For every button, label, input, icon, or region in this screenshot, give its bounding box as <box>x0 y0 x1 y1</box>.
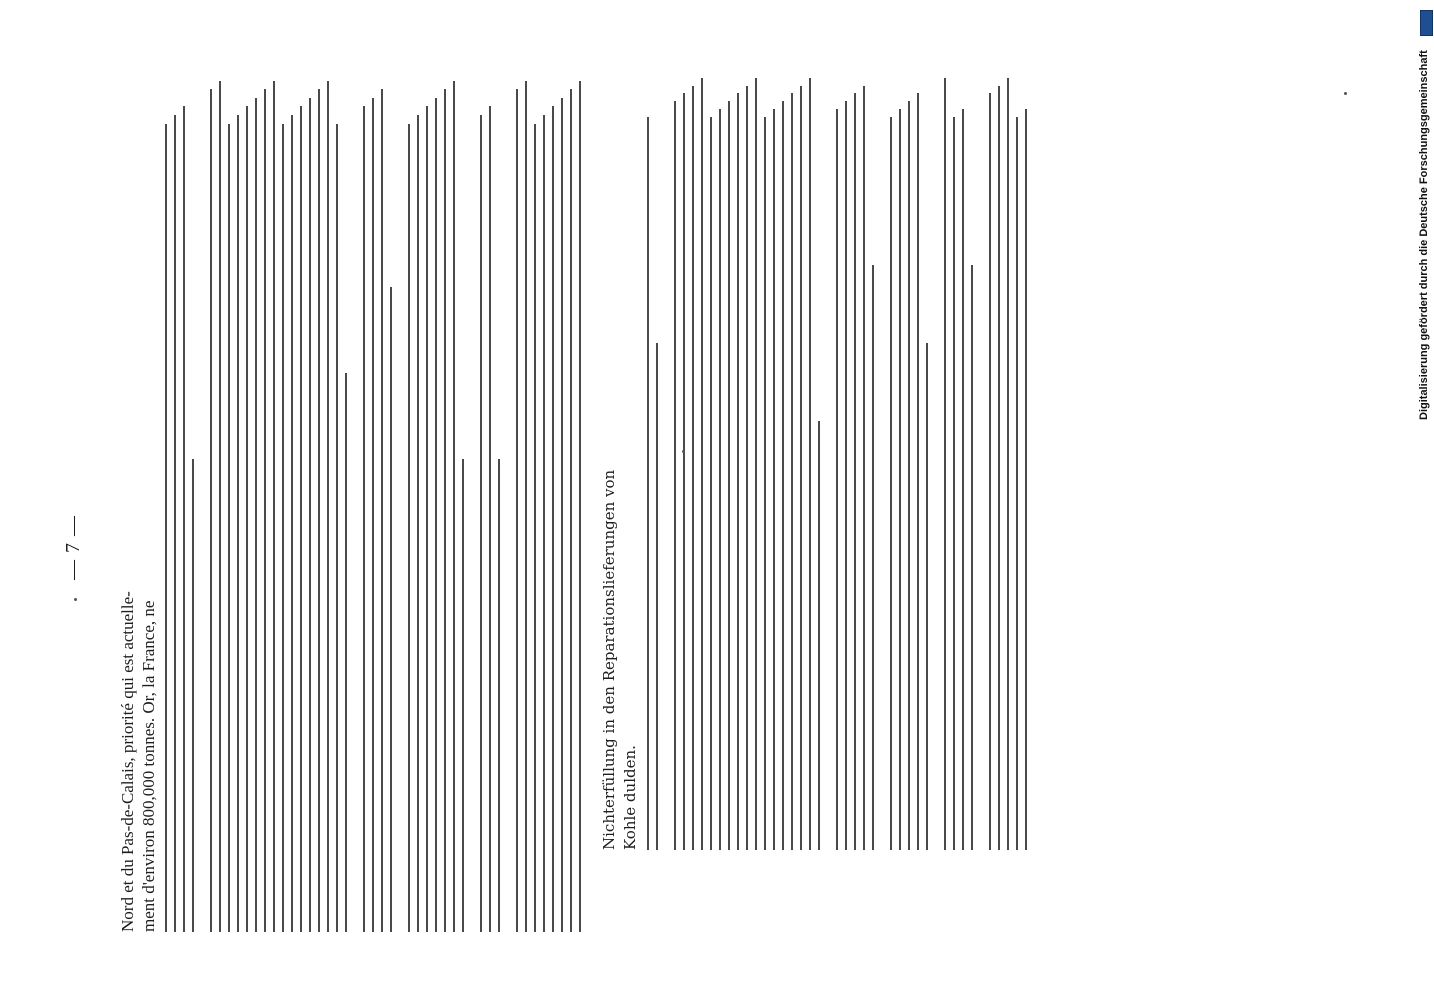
text-line <box>381 89 383 932</box>
text-line <box>872 265 874 850</box>
text-line <box>998 86 1000 850</box>
text-line <box>318 89 320 932</box>
digitization-credit: Digitalisierung gefördert durch die Deutsche Forschungsgemeinschaft <box>1418 50 1430 420</box>
text-line <box>309 98 311 932</box>
french-column <box>118 72 588 932</box>
text-line <box>570 89 572 932</box>
text-line <box>737 93 739 850</box>
text-line <box>210 89 212 932</box>
text-line <box>917 93 919 850</box>
german-column-second-line: Kohle dulden. <box>621 745 639 850</box>
text-line <box>462 459 464 932</box>
text-line <box>647 117 649 850</box>
text-line <box>782 101 784 850</box>
text-line <box>764 117 766 850</box>
text-line <box>480 115 482 932</box>
text-line <box>453 81 455 932</box>
german-column-first-line: Nichterfüllung in den Reparationslieferungen von <box>600 469 618 850</box>
french-column-first-line: Nord et du Pas-de-Calais, priorité qui est actuelle- <box>118 591 137 932</box>
text-line <box>174 115 176 932</box>
text-line <box>1007 78 1009 850</box>
text-line <box>719 109 721 850</box>
text-line <box>674 101 676 850</box>
text-line <box>944 78 946 850</box>
text-line <box>1016 117 1018 850</box>
text-line <box>435 98 437 932</box>
text-line <box>773 109 775 850</box>
text-line <box>345 373 347 932</box>
text-line <box>863 86 865 850</box>
text-line <box>219 81 221 932</box>
text-line <box>755 78 757 850</box>
text-line <box>962 109 964 850</box>
text-line <box>300 106 302 932</box>
text-line <box>701 78 703 850</box>
text-line <box>926 343 928 850</box>
text-line <box>264 89 266 932</box>
text-line <box>192 459 194 932</box>
text-line <box>291 115 293 932</box>
text-line <box>854 93 856 850</box>
text-line <box>1025 109 1027 850</box>
text-line <box>498 459 500 932</box>
text-line <box>327 81 329 932</box>
french-column-second-line: ment d'environ 800,000 tonnes. Or, la France, ne <box>139 600 158 932</box>
text-line <box>809 78 811 850</box>
text-line <box>953 117 955 850</box>
text-line <box>683 93 685 850</box>
text-line <box>728 101 730 850</box>
text-line <box>408 124 410 932</box>
german-column <box>600 70 1034 850</box>
text-line <box>989 93 991 850</box>
text-line <box>845 101 847 850</box>
text-line <box>579 81 581 932</box>
text-line <box>971 265 973 850</box>
text-line <box>255 98 257 932</box>
text-line <box>899 109 901 850</box>
text-line <box>710 117 712 850</box>
text-line <box>525 81 527 932</box>
text-line <box>516 89 518 932</box>
text-line <box>800 86 802 850</box>
text-line <box>818 421 820 850</box>
text-line <box>372 98 374 932</box>
text-line <box>273 81 275 932</box>
text-line <box>791 93 793 850</box>
dfg-logo <box>1420 10 1433 36</box>
text-line <box>363 106 365 932</box>
page-number: — 7 — <box>62 515 84 580</box>
french-column-text-lines <box>165 72 581 932</box>
text-line <box>908 101 910 850</box>
text-line <box>561 98 563 932</box>
text-line <box>444 89 446 932</box>
text-line <box>165 124 167 932</box>
text-line <box>692 86 694 850</box>
scan-speck <box>1344 92 1347 95</box>
scan-speck <box>74 598 77 601</box>
text-line <box>246 106 248 932</box>
text-line <box>390 287 392 932</box>
text-line <box>836 109 838 850</box>
text-line <box>282 124 284 932</box>
text-line <box>426 106 428 932</box>
text-line <box>746 86 748 850</box>
text-line <box>237 115 239 932</box>
text-line <box>489 106 491 932</box>
german-column-text-lines <box>647 70 1027 850</box>
text-line <box>656 343 658 850</box>
text-line <box>890 117 892 850</box>
text-line <box>417 115 419 932</box>
text-line <box>336 124 338 932</box>
scan-speck <box>682 450 685 453</box>
text-line <box>183 106 185 932</box>
text-line <box>228 124 230 932</box>
text-line <box>543 115 545 932</box>
text-line <box>534 124 536 932</box>
text-line <box>552 106 554 932</box>
